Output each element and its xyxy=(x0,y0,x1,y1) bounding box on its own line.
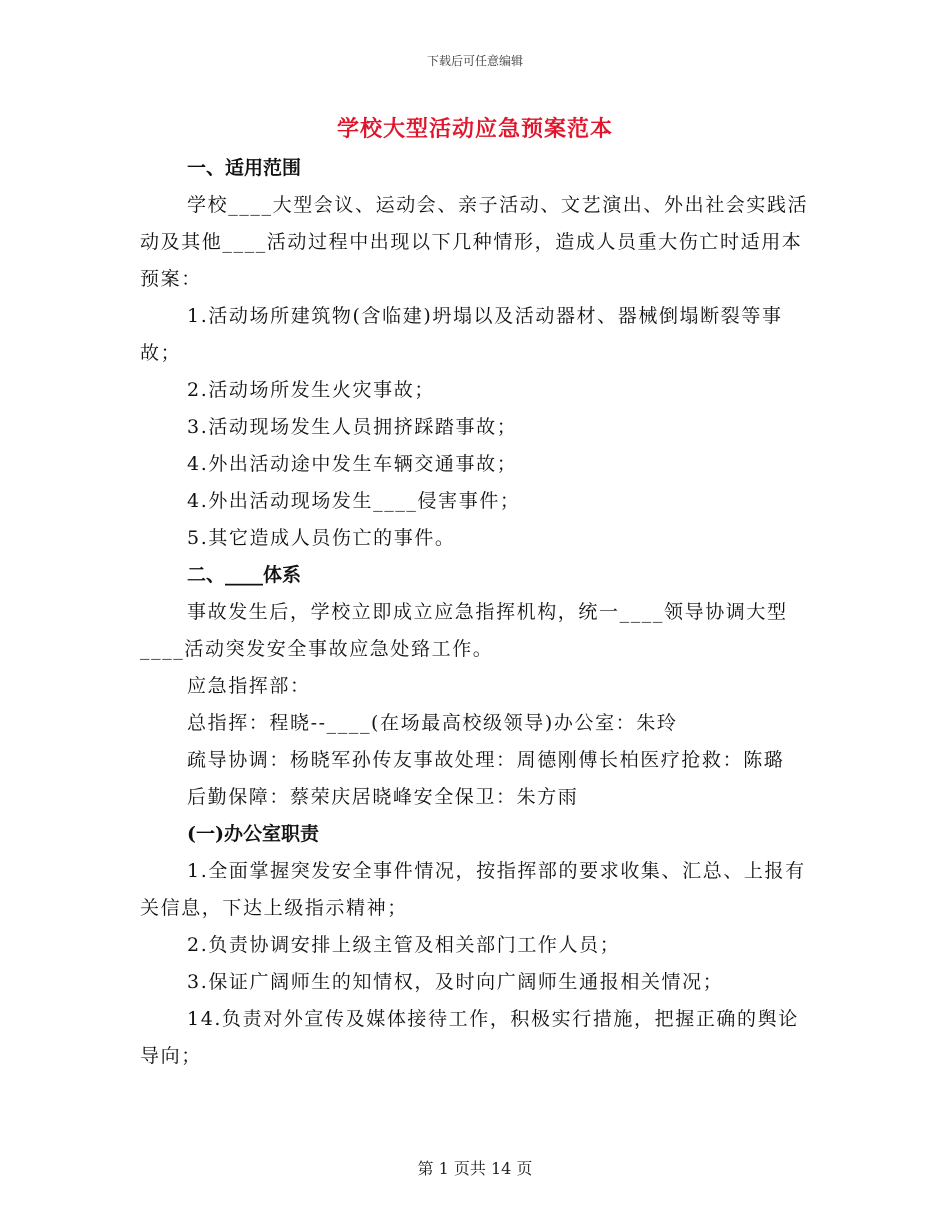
list-item: 4.外出活动现场发生____侵害事件； xyxy=(187,490,521,512)
paragraph: 疏导协调：杨晓军孙传友事故处理：周德刚傅长柏医疗抢救：陈璐 xyxy=(187,749,785,771)
list-item: 3.保证广阔师生的知情权，及时向广阔师生通报相关情况； xyxy=(187,971,724,993)
list-item: 1.全面掌握突发安全事件情况，按指挥部的要求收集、汇总、上报有关信息，下达上级指示精神； xyxy=(140,860,806,919)
list-item: 2.活动场所发生火灾事故； xyxy=(187,379,435,401)
list-item: 2.负责协调安排上级主管及相关部门工作人员； xyxy=(187,934,621,956)
paragraph: 后勤保障：蔡荣庆居晓峰安全保卫：朱方雨 xyxy=(187,786,579,808)
paragraph: 总指挥：程晓--____(在场最高校级领导)办公室：朱玲 xyxy=(187,712,678,734)
subsection-heading: (一)办公室职责 xyxy=(187,823,319,845)
page-footer: 第 1 页共 14 页 xyxy=(417,1159,533,1178)
document-body xyxy=(140,150,810,1075)
list-item: 4.外出活动途中发生车辆交通事故； xyxy=(187,453,518,475)
section-heading: 一、适用范围 xyxy=(187,157,302,179)
paragraph: 应急指挥部： xyxy=(187,675,311,697)
list-item: 1.活动场所建筑物(含临建)坍塌以及活动器材、器械倒塌断裂等事故； xyxy=(140,305,783,364)
list-item: 14.负责对外宣传及媒体接待工作，积极实行措施，把握正确的舆论导向； xyxy=(140,1008,799,1067)
list-item: 3.活动现场发生人员拥挤踩踏事故； xyxy=(187,416,518,438)
paragraph: 事故发生后，学校立即成立应急指挥机构，统一____领导协调大型____活动突发安全事故应急处臵工作。 xyxy=(140,601,788,660)
list-item: 5.其它造成人员伤亡的事件。 xyxy=(187,527,456,549)
paragraph: 学校____大型会议、运动会、亲子活动、文艺演出、外出社会实践活动及其他____活动过程中出现以下几种情形，造成人员重大伤亡时适用本预案： xyxy=(140,194,809,290)
header-note: 下载后可任意编辑 xyxy=(426,54,523,68)
section-heading: 二、____体系 xyxy=(187,564,302,586)
document-title: 学校大型活动应急预案范本 xyxy=(336,116,613,142)
